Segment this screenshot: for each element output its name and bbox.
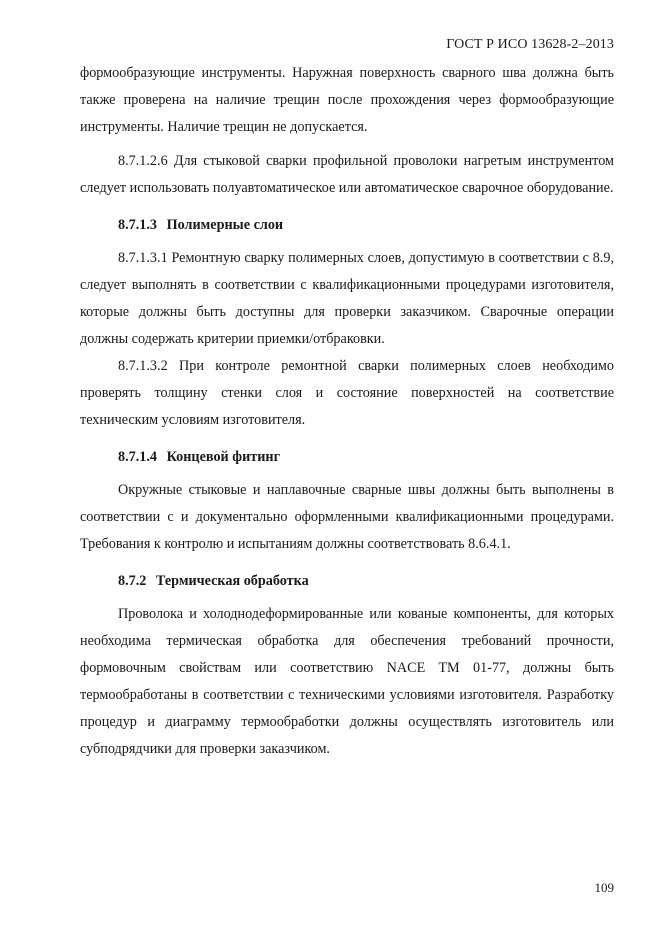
document-page [80, 0, 614, 935]
section-heading [80, 568, 614, 595]
document-body [80, 60, 614, 763]
section-title: Концевой фитинг [166, 449, 281, 465]
section-title: Термическая обработка [155, 573, 309, 589]
section-number: 8.7.1.3 [118, 217, 158, 233]
paragraph: 8.7.1.3.2 При контроле ремонтной сварки полимерных слоев необходимо проверять толщину стенки слоя и состояние поверхностей на соответствие техническим условиям изготовителя. [80, 358, 614, 428]
paragraph: формообразующие инструменты. Наружная поверхность сварного шва должна быть также проверена на наличие трещин после прохождения через формообразующие инструменты. Наличие трещин не допускается. [80, 65, 614, 135]
paragraph: Проволока и холоднодеформированные или кованые компоненты, для которых необходима термическая обработка для обеспечения требований прочности, формовочным свойствам или соответствию NACE TM 01-77, должны быть термообработаны в соответствии с техническими условиями изготовителя. Разработку процедур и диаграмму термообработки должны осуществлять изготовитель или субподрядчики для проверки заказчиком. [80, 606, 614, 757]
paragraph: 8.7.1.2.6 Для стыковой сварки профильной проволоки нагретым инструментом следует использовать полуавтоматическое или автоматическое сварочное оборудование. [80, 153, 614, 196]
paragraph: 8.7.1.3.1 Ремонтную сварку полимерных слоев, допустимую в соответствии с 8.9, следует выполнять в соответствии с квалификационными процедурами изготовителя, которые должны быть доступны для проверки заказчиком. Сварочные операции должны содержать критерии приемки/отбраковки. [80, 250, 614, 347]
section-number: 8.7.2 [118, 573, 147, 589]
section-number: 8.7.1.4 [118, 449, 158, 465]
document-header: ГОСТ Р ИСО 13628-2–2013 [446, 37, 614, 52]
section-title: Полимерные слои [166, 217, 284, 233]
paragraph: Окружные стыковые и наплавочные сварные швы должны быть выполнены в соответствии с и документально оформленными квалификационными процедурами. Требования к контролю и испытаниям должны соответствовать 8.6.4.1. [80, 482, 614, 552]
section-heading [80, 212, 614, 239]
section-heading [80, 444, 614, 471]
page-number: 109 [594, 880, 614, 895]
